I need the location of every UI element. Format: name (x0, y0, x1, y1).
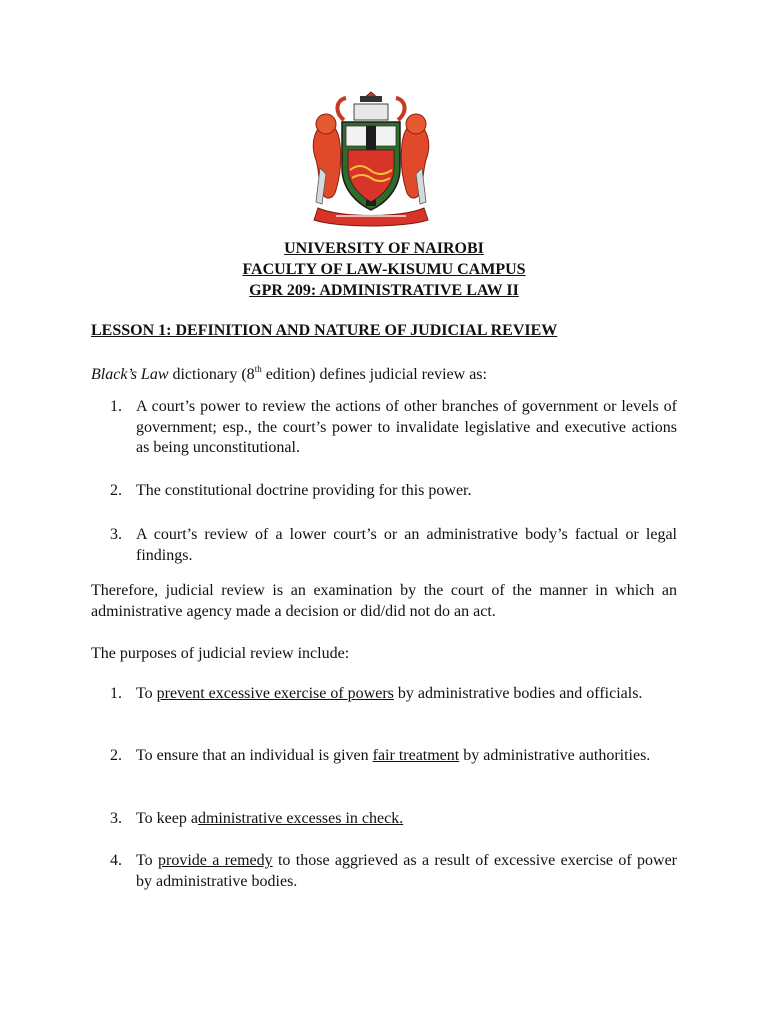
purpose-text-post: by administrative bodies and officials. (393, 685, 643, 702)
purpose-item (110, 809, 677, 830)
purpose-underlined-phrase: fair treatment (372, 747, 460, 764)
purpose-text-post: to those aggrieved as a result of excessive exercise of power by administrative bodies. (136, 852, 678, 890)
purpose-text-post: by administrative authorities. (459, 747, 651, 764)
definition-item (110, 397, 677, 459)
intro-superscript: th (254, 364, 262, 374)
university-name: UNIVERSITY OF NAIROBI (284, 240, 484, 257)
document-header (0, 238, 768, 301)
purpose-text (136, 809, 677, 830)
purpose-item (110, 684, 677, 705)
purpose-item (110, 746, 677, 767)
purposes-intro: The purposes of judicial review include: (91, 645, 350, 662)
definition-item (110, 481, 677, 502)
purpose-text (136, 684, 677, 705)
lesson-title: LESSON 1: DEFINITION AND NATURE OF JUDICIAL REVIEW (91, 322, 558, 339)
intro-text-a: dictionary (8 (168, 366, 255, 383)
purpose-text (136, 851, 677, 892)
list-number: 4. (110, 852, 122, 869)
definition-text: A court’s power to review the actions of other branches of government or levels of government; esp., the court’s power to invalidate legislative and executive actions as being unconstitutional. (136, 398, 677, 456)
purpose-text-pre: To (136, 685, 157, 702)
therefore-paragraph: Therefore, judicial review is an examination by the court of the manner in which an administrative agency made a decision or did/did not do an act. (91, 582, 677, 620)
purpose-text-pre: To ensure that an individual is given (136, 747, 373, 764)
definition-text: A court’s review of a lower court’s or an administrative body’s factual or legal findings. (136, 526, 677, 564)
intro-italic: Black’s Law (91, 366, 169, 383)
list-number: 2. (110, 482, 122, 499)
definition-item (110, 525, 677, 566)
intro-text-b: edition) defines judicial review as: (261, 366, 487, 383)
list-number: 1. (110, 398, 122, 415)
list-number: 3. (110, 810, 122, 827)
purpose-underlined-phrase: dministrative excesses in check. (197, 810, 404, 827)
purpose-item (110, 851, 677, 892)
course-title: GPR 209: ADMINISTRATIVE LAW II (249, 282, 519, 299)
list-number: 3. (110, 526, 122, 543)
purpose-text (136, 746, 677, 767)
purpose-text-pre: To (136, 852, 158, 869)
faculty-name: FACULTY OF LAW-KISUMU CAMPUS (242, 261, 526, 278)
intro-sentence (91, 366, 487, 384)
purpose-underlined-phrase: provide a remedy (158, 852, 273, 869)
list-number: 1. (110, 685, 122, 702)
list-number: 2. (110, 747, 122, 764)
definition-text: The constitutional doctrine providing for this power. (136, 482, 472, 499)
purpose-text-pre: To keep a (136, 810, 198, 827)
university-crest-logo (300, 82, 442, 228)
purpose-underlined-phrase: prevent excessive exercise of powers (156, 685, 394, 702)
